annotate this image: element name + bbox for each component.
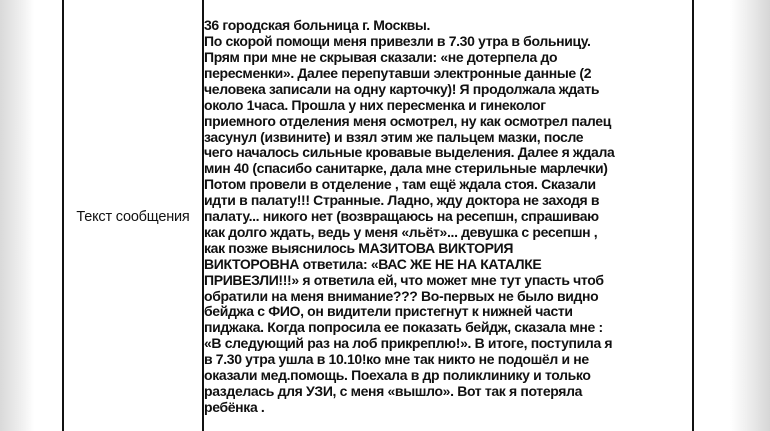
page-shadow-right	[730, 0, 770, 431]
complaint-table	[62, 0, 694, 431]
label-cell	[63, 0, 203, 431]
field-label: Текст сообщения	[76, 209, 190, 225]
message-cell	[203, 0, 693, 431]
table-row	[63, 0, 693, 431]
message-text: 36 городская больница г. Москвы. По скорой помощи меня привезли в 7.30 утра в больницу. Прям при мне не скрывая сказали: «не дотерпела до пересменки». Далее перепутавши электронные данные (2 человека записали на одну карточку)! Я продолжала ждать около 1часа. Прошла у них пересменка и гинеколог приемного отделения меня осмотрел, ну как осмотрел палец засунул (извините) и взял этим же пальцем мазки, после чего началось сильные кровавые выделения. Далее я ждала мин 40 (спасибо санитарке, дала мне стерильные марлечки) Потом провели в отделение , там ещё ждала стоя. Сказали идти в палату!!! Странные. Ладно, жду доктора не заходя в палату... никого нет (возвращаюсь на ресепшн, спрашиваю как долго ждать, ведь у меня «льёт»... девушка с ресепшн , как позже выяснилось МАЗИТОВА ВИКТОРИЯ ВИКТОРОВНА ответила: «ВАС ЖЕ НЕ НА КАТАЛКЕ ПРИВЕЗЛИ!!!» я ответила ей, что может мне тут упасть чтоб обратили на меня внимание??? Во-первых не было видно бейджа с ФИО, он видители пристегнут к нижней части пиджака. Когда попросила ее показать бейдж, сказала мне : «В следующий раз на лоб прикреплю!». В итоге, поступила я в 7.30 утра ушла в 10.10!ко мне так никто не подошёл и не оказали мед.помощь. Поехала в др поликлинику и только разделась для УЗИ, с меня «вышло». Вот так я потеряла ребёнка .	[204, 17, 615, 415]
page-shadow-left	[0, 0, 34, 431]
